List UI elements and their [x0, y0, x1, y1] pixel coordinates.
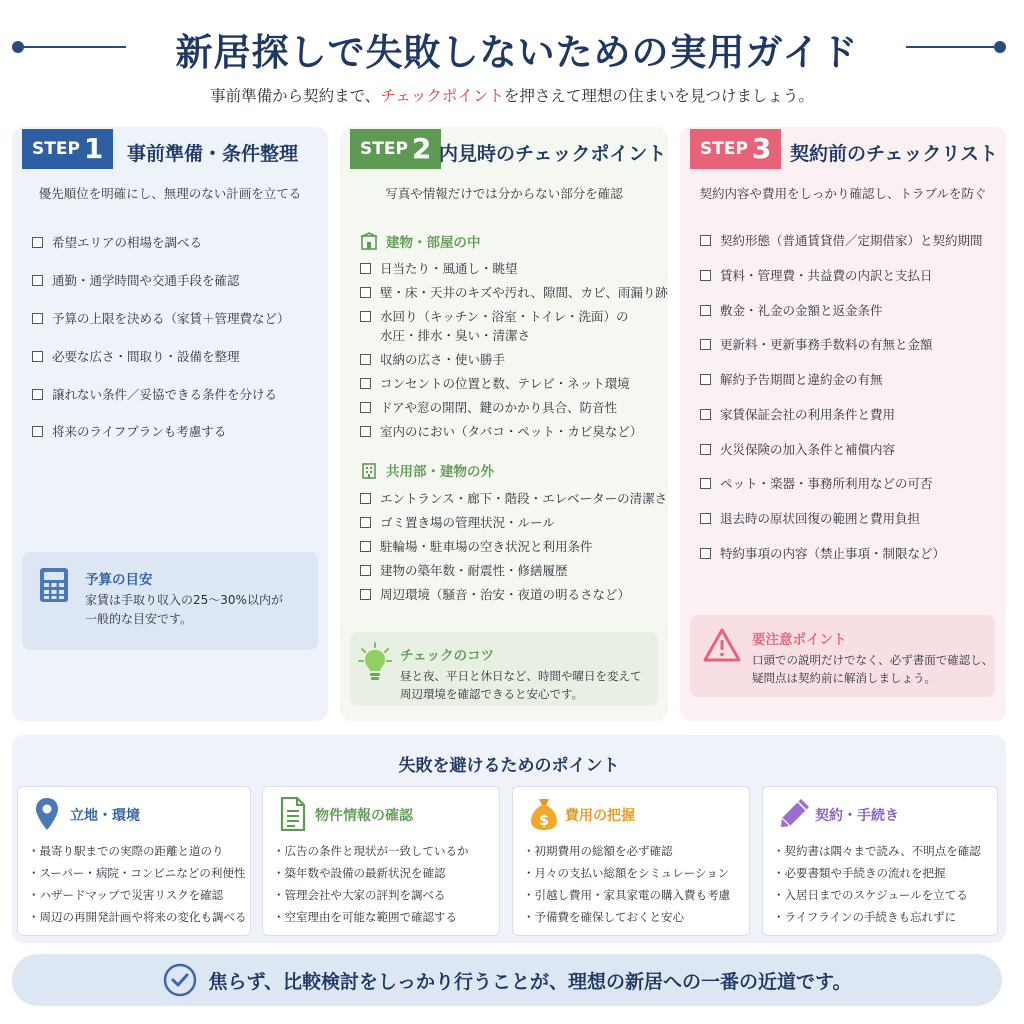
- checkbox[interactable]: [700, 444, 711, 455]
- checklist-item-label: 退去時の原状回復の範囲と費用負担: [720, 511, 921, 527]
- checklist-item[interactable]: [700, 370, 983, 389]
- step1-number: 1: [83, 132, 104, 165]
- checklist-item[interactable]: [360, 283, 668, 302]
- checkbox[interactable]: [700, 270, 711, 281]
- checkbox[interactable]: [32, 426, 43, 437]
- checklist-item[interactable]: [700, 231, 983, 250]
- checklist-item-label: 周辺環境（騒音・治安・夜道の明るさなど）: [380, 586, 631, 602]
- checkbox[interactable]: [700, 339, 711, 350]
- checklist-item[interactable]: [700, 405, 983, 424]
- warning-note-line1: 口頭での説明だけでなく、必ず書面で確認し、: [752, 653, 994, 667]
- list-item: ・ 引越し費用・家具家電の購入費も考慮: [523, 885, 730, 907]
- checklist-item-label: 契約形態（普通賃貸借／定期借家）と契約期間: [720, 233, 983, 248]
- checkbox[interactable]: [360, 287, 371, 298]
- header-left-dot: [12, 41, 24, 53]
- checklist-item-label: 室内のにおい（タバコ・ペット・カビ臭など）: [380, 423, 643, 439]
- warning-note-title: 要注意ポイント: [752, 632, 847, 648]
- checklist-item[interactable]: [360, 350, 668, 369]
- budget-note-line2: 一般的な目安です。: [85, 612, 193, 627]
- tip-note-body: [400, 667, 642, 704]
- checklist-item[interactable]: [360, 374, 668, 393]
- point-card-location: [17, 786, 251, 936]
- checklist-item-label: 水回り（キッチン・浴室・トイレ・洗面）の: [380, 308, 629, 324]
- list-item: ・ 入居日までのスケジュールを立てる: [773, 885, 981, 907]
- step1-tag: [22, 129, 113, 169]
- checklist-item-label: 建物の築年数・耐震性・修繕履歴: [380, 562, 568, 578]
- checklist-item-label: 予算の上限を決める（家賃＋管理費など）: [52, 310, 290, 326]
- document-icon: [279, 797, 307, 831]
- step1-title: 事前準備・条件整理: [127, 143, 299, 165]
- point-card-title: 立地・環境: [70, 808, 140, 824]
- point-card-title: 費用の把握: [565, 808, 635, 824]
- section-room-header: [360, 231, 481, 251]
- checklist-item[interactable]: [360, 307, 668, 346]
- checkbox[interactable]: [32, 237, 43, 248]
- list-item: ・ スーパー・病院・コンビニなどの利便性: [28, 863, 247, 885]
- tip-note-line1: 昼と夜、平日と休日など、時間や曜日を変えて: [400, 669, 642, 683]
- step1-word: STEP: [32, 139, 80, 159]
- checklist-item[interactable]: [700, 544, 983, 563]
- checklist-item[interactable]: [360, 537, 667, 556]
- list-item: ・ 空室理由を可能な範囲で確認する: [273, 907, 469, 929]
- svg-text:$: $: [539, 813, 549, 829]
- list-item: ・ 周辺の再開発計画や将来の変化も調べる: [28, 907, 247, 929]
- subtitle-highlight: チェックポイント: [380, 87, 504, 105]
- footer-text: 焦らず、比較検討をしっかり行うことが、理想の新居への一番の近道です。: [208, 970, 852, 993]
- section-building-header: [360, 460, 494, 480]
- checkbox[interactable]: [32, 389, 43, 400]
- warning-icon: [702, 627, 742, 663]
- checkbox[interactable]: [360, 493, 371, 504]
- warning-note-body: [752, 651, 993, 688]
- checklist-item-label: 日当たり・風通し・眺望: [380, 261, 518, 276]
- checkbox[interactable]: [32, 275, 43, 286]
- checklist-item[interactable]: [360, 513, 667, 532]
- checklist-item[interactable]: [32, 347, 290, 366]
- checkbox[interactable]: [700, 235, 711, 246]
- building-checklist: [360, 489, 667, 608]
- warning-note-line2: 疑問点は契約前に解消しましょう。: [752, 671, 936, 686]
- checkbox[interactable]: [700, 305, 711, 316]
- list-item: ・ 管理会社や大家の評判を調べる: [273, 885, 469, 907]
- checklist-item[interactable]: [360, 489, 667, 508]
- header: [0, 22, 1024, 74]
- checklist-item-label: 特約事項の内容（禁止事項・制限など）: [720, 545, 946, 561]
- checklist-item-label: 家賃保証会社の利用条件と費用: [720, 406, 896, 422]
- checklist-item[interactable]: [360, 259, 668, 278]
- list-item: ・ ライフラインの手続きも忘れずに: [773, 907, 981, 929]
- list-item: ・ ハザードマップで災害リスクを確認: [28, 885, 247, 907]
- list-item: ・ 広告の条件と現状が一致しているか: [273, 841, 469, 863]
- checklist-item-label: 希望エリアの相場を調べる: [52, 235, 203, 250]
- checklist-item[interactable]: [32, 422, 290, 441]
- checklist-item-label: 壁・床・天井のキズや汚れ、隙間、カビ、雨漏り跡: [380, 284, 668, 300]
- checkbox[interactable]: [360, 311, 371, 322]
- header-left-line: [18, 46, 126, 48]
- checkbox[interactable]: [360, 517, 371, 528]
- page-title: 新居探しで失敗しないための実用ガイド: [175, 31, 859, 74]
- checklist-item[interactable]: [700, 266, 983, 285]
- points-section: [12, 735, 1006, 943]
- checkbox[interactable]: [700, 374, 711, 385]
- checkbox[interactable]: [700, 548, 711, 559]
- section-room-title: 建物・部屋の中: [386, 235, 481, 251]
- point-list: [773, 841, 981, 928]
- step3-title: 契約前のチェックリスト: [790, 143, 999, 165]
- step3-checklist: [700, 231, 983, 579]
- section-building-title: 共用部・建物の外: [386, 464, 494, 480]
- location-pin-icon: [34, 797, 60, 831]
- checklist-item[interactable]: [360, 422, 668, 441]
- step2-card: [340, 127, 668, 721]
- checklist-item[interactable]: [360, 398, 668, 417]
- checklist-item[interactable]: [360, 585, 667, 604]
- step2-title: 内見時のチェックポイント: [439, 143, 667, 165]
- checklist-item-label: ゴミ置き場の管理状況・ルール: [380, 514, 555, 530]
- check-circle-icon: [163, 963, 197, 997]
- checkbox[interactable]: [360, 589, 371, 600]
- step1-card: [12, 127, 328, 721]
- checklist-item-label: 賃料・管理費・共益費の内訳と支払日: [720, 267, 933, 283]
- checklist-item[interactable]: [32, 309, 290, 328]
- checkbox[interactable]: [360, 378, 371, 389]
- checklist-item-label: 将来のライフプランも考慮する: [52, 424, 227, 440]
- checklist-item-label: 敷金・礼金の金額と返金条件: [720, 302, 883, 318]
- step3-word: STEP: [700, 139, 748, 159]
- room-icon: [360, 232, 378, 250]
- checklist-item-label: 解約予告期間と違約金の有無: [720, 372, 883, 388]
- checklist-item[interactable]: [700, 301, 983, 320]
- budget-note-body: [85, 591, 283, 629]
- step3-desc: 契約内容や費用をしっかり確認し、トラブルを防ぐ: [699, 186, 987, 201]
- list-item: ・ 予備費を確保しておくと安心: [523, 907, 730, 929]
- budget-note-title: 予算の目安: [85, 572, 153, 588]
- point-list: [523, 841, 730, 928]
- building-icon: [360, 461, 378, 479]
- checklist-item-label: 更新料・更新事務手数料の有無と金額: [720, 337, 933, 353]
- step3-card: [680, 127, 1006, 721]
- checklist-item-label: ドアや窓の開閉、鍵のかかり具合、防音性: [380, 399, 618, 415]
- step1-checklist: [32, 233, 290, 460]
- calculator-icon: [39, 567, 69, 603]
- checkbox[interactable]: [360, 402, 371, 413]
- tip-note-title: チェックのコツ: [400, 648, 495, 664]
- budget-note-line1: 家賃は手取り収入の25〜30%以内が: [85, 593, 283, 607]
- checklist-item-label: 譲れない条件／妥協できる条件を分ける: [52, 386, 278, 402]
- checkbox[interactable]: [32, 313, 43, 324]
- room-checklist: [360, 259, 668, 446]
- checkbox[interactable]: [360, 541, 371, 552]
- checkbox[interactable]: [360, 426, 371, 437]
- checklist-item[interactable]: [32, 385, 290, 404]
- subtitle-post: を押さえて理想の住まいを見つけましょう。: [503, 87, 814, 105]
- checklist-item[interactable]: [360, 561, 667, 580]
- page-subtitle: [0, 84, 1024, 106]
- list-item: ・ 契約書は隅々まで読み、不明点を確認: [773, 841, 981, 863]
- checkbox[interactable]: [700, 478, 711, 489]
- point-card-contract: [762, 786, 998, 936]
- point-list: [273, 841, 469, 928]
- tip-note-line2: 周辺環境を確認できると安心です。: [400, 687, 584, 702]
- money-bag-icon: [529, 797, 559, 831]
- warning-note: [690, 615, 995, 697]
- checkbox[interactable]: [32, 351, 43, 362]
- step2-tag: [350, 129, 441, 169]
- step2-number: 2: [411, 132, 432, 165]
- checklist-item-label: ペット・楽器・事務所利用などの可否: [720, 476, 933, 492]
- checklist-item[interactable]: [32, 233, 290, 252]
- step3-tag: [690, 129, 781, 169]
- checklist-item[interactable]: [700, 509, 983, 528]
- point-list: [28, 841, 247, 928]
- points-title: 失敗を避けるためのポイント: [398, 756, 620, 776]
- step2-word: STEP: [360, 139, 408, 159]
- checkbox[interactable]: [360, 354, 371, 365]
- checklist-item-label: 収納の広さ・使い勝手: [380, 352, 506, 367]
- list-item: ・ 月々の支払い総額をシミュレーション: [523, 863, 730, 885]
- checklist-item-label: 駐輪場・駐車場の空き状況と利用条件: [380, 538, 593, 554]
- checklist-item-label-cont: 水圧・排水・臭い・清潔さ: [380, 328, 531, 344]
- point-card-title: 物件情報の確認: [315, 808, 413, 824]
- subtitle-pre: 事前準備から契約まで、: [210, 87, 381, 105]
- header-right-dot: [994, 41, 1006, 53]
- pen-icon: [779, 797, 811, 829]
- list-item: ・ 初期費用の総額を必ず確認: [523, 841, 730, 863]
- checkbox[interactable]: [360, 263, 371, 274]
- header-right-line: [906, 46, 1002, 48]
- step2-desc: 写真や情報だけでは分からない部分を確認: [385, 186, 623, 201]
- checklist-item[interactable]: [700, 474, 983, 493]
- checklist-item-label: 必要な広さ・間取り・設備を整理: [52, 348, 240, 364]
- lightbulb-icon: [358, 642, 392, 682]
- checklist-item-label: 通勤・通学時間や交通手段を確認: [52, 272, 240, 288]
- point-card-property: [262, 786, 500, 936]
- tip-note: [350, 632, 658, 706]
- checklist-item[interactable]: [32, 271, 290, 290]
- footer-banner: [12, 954, 1002, 1006]
- checklist-item[interactable]: [700, 335, 983, 354]
- budget-note: [22, 552, 318, 650]
- list-item: ・ 築年数や設備の最新状況を確認: [273, 863, 469, 885]
- checklist-item-label: コンセントの位置と数、テレビ・ネット環境: [380, 375, 630, 391]
- checklist-item[interactable]: [700, 440, 983, 459]
- point-card-title: 契約・手続き: [815, 808, 899, 824]
- step1-desc: 優先順位を明確にし、無理のない計画を立てる: [38, 186, 302, 201]
- checkbox[interactable]: [700, 409, 711, 420]
- checklist-item-label: エントランス・廊下・階段・エレベーターの清潔さ: [380, 491, 668, 506]
- step3-number: 3: [751, 132, 772, 165]
- checkbox[interactable]: [360, 565, 371, 576]
- list-item: ・ 最寄り駅までの実際の距離と道のり: [28, 841, 247, 863]
- point-card-cost: [512, 786, 750, 936]
- checklist-item-label: 火災保険の加入条件と補償内容: [720, 441, 896, 457]
- list-item: ・ 必要書類や手続きの流れを把握: [773, 863, 981, 885]
- checkbox[interactable]: [700, 513, 711, 524]
